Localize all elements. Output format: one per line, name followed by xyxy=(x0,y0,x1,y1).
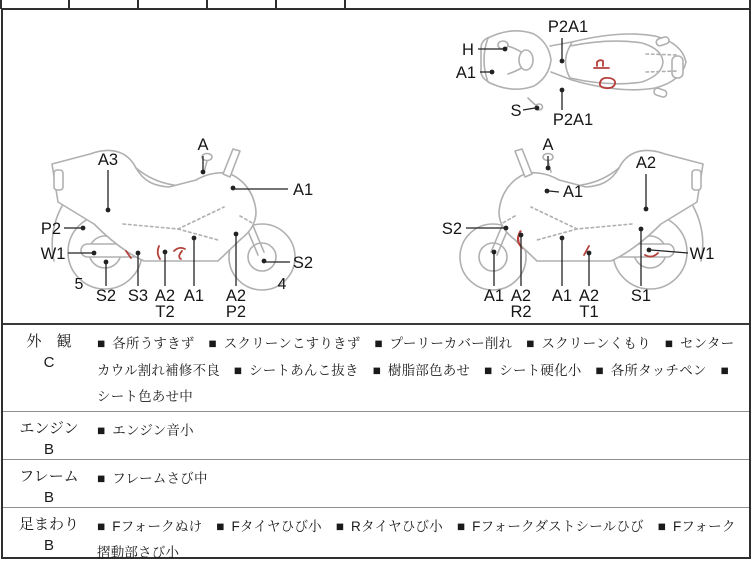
label-seat-lower: P2A1 xyxy=(552,111,594,129)
label-front-cowl-2: R2 xyxy=(510,303,532,321)
label-rear-fender: P2 xyxy=(40,220,62,238)
label-rear-wheel: W1 xyxy=(689,245,715,263)
label-floor-center: A1 xyxy=(551,287,573,305)
label-front-wheel: A1 xyxy=(483,287,505,305)
condition-row xyxy=(3,323,749,411)
condition-row xyxy=(3,507,749,561)
label-stand: S3 xyxy=(127,287,149,305)
diagram-left-side xyxy=(28,128,338,323)
section-grade: B xyxy=(43,440,54,458)
label-rear-body: A3 xyxy=(97,151,119,169)
label-mirror: A xyxy=(197,136,209,154)
label-mirror: A xyxy=(542,136,554,154)
section-grade: B xyxy=(43,536,54,554)
section-name: エンジン xyxy=(19,419,79,437)
label-front-cowl-1: A2 xyxy=(510,287,532,305)
label-floor-rear-1: A2 xyxy=(154,287,176,305)
label-front-tire: S2 xyxy=(292,254,314,272)
section-name: 外 観 xyxy=(26,333,72,350)
label-floor-rear-1: A2 xyxy=(578,287,600,305)
label-body-front-1: A2 xyxy=(225,287,247,305)
condition-table xyxy=(3,323,749,560)
section-name: 足まわり xyxy=(18,515,79,533)
label-left-mirror: H xyxy=(462,41,474,59)
label-front-wheel-number: 4 xyxy=(277,276,287,293)
scooter-top-view-drawing xyxy=(481,31,686,110)
main-border-box xyxy=(1,8,751,559)
label-rear-tire: S2 xyxy=(95,287,117,305)
label-front-cowl: A1 xyxy=(455,64,477,82)
section-grade: C xyxy=(43,354,55,371)
label-rear-wheel: W1 xyxy=(40,245,66,263)
diagram-right-side xyxy=(412,128,727,323)
label-floor-rear-2: T1 xyxy=(579,303,599,321)
label-stand: S xyxy=(510,102,522,120)
scooter-side-view-drawing xyxy=(52,149,295,290)
condition-row xyxy=(3,411,749,459)
condition-row xyxy=(3,459,749,507)
label-floor-center: A1 xyxy=(183,287,205,305)
scooter-side-view-drawing xyxy=(460,149,703,290)
label-front-fork: S2 xyxy=(441,220,463,238)
label-rear-body: A2 xyxy=(635,154,657,172)
section-label-cell xyxy=(3,325,95,411)
section-name: フレーム xyxy=(19,467,79,485)
label-screen-inner: A1 xyxy=(563,183,584,201)
diagram-top-view xyxy=(450,10,705,130)
label-front-body: A1 xyxy=(293,181,314,199)
section-label-cell xyxy=(3,508,95,561)
label-rear-suspension: S1 xyxy=(630,287,652,305)
condition-notes: ■ エンジン音小 xyxy=(97,422,194,438)
section-label-cell xyxy=(3,412,95,459)
label-body-front-2: P2 xyxy=(225,303,247,321)
condition-notes: ■ Fフォークぬけ ■ Fタイヤひび小 ■ Rタイヤひび小 ■ Fフォークダストシールひび ■ Fフォーク摺動部さび小 xyxy=(97,518,736,560)
label-seat-upper: P2A1 xyxy=(547,18,589,36)
condition-notes: ■ フレームさび中 xyxy=(97,470,208,486)
section-label-cell xyxy=(3,460,95,507)
condition-notes: ■ 各所うすきず ■ スクリーンこすりきず ■ プーリーカバー削れ ■ スクリーンくもり ■ センターカウル割れ補修不良 ■ シートあんこ抜き ■ 樹脂部色あせ ■ シート硬化小 ■ 各所タッチペン ■ シート色あせ中 xyxy=(97,336,736,404)
label-floor-rear-2: T2 xyxy=(155,303,175,321)
section-grade: B xyxy=(43,488,54,506)
label-rear-wheel-number: 5 xyxy=(74,276,84,293)
